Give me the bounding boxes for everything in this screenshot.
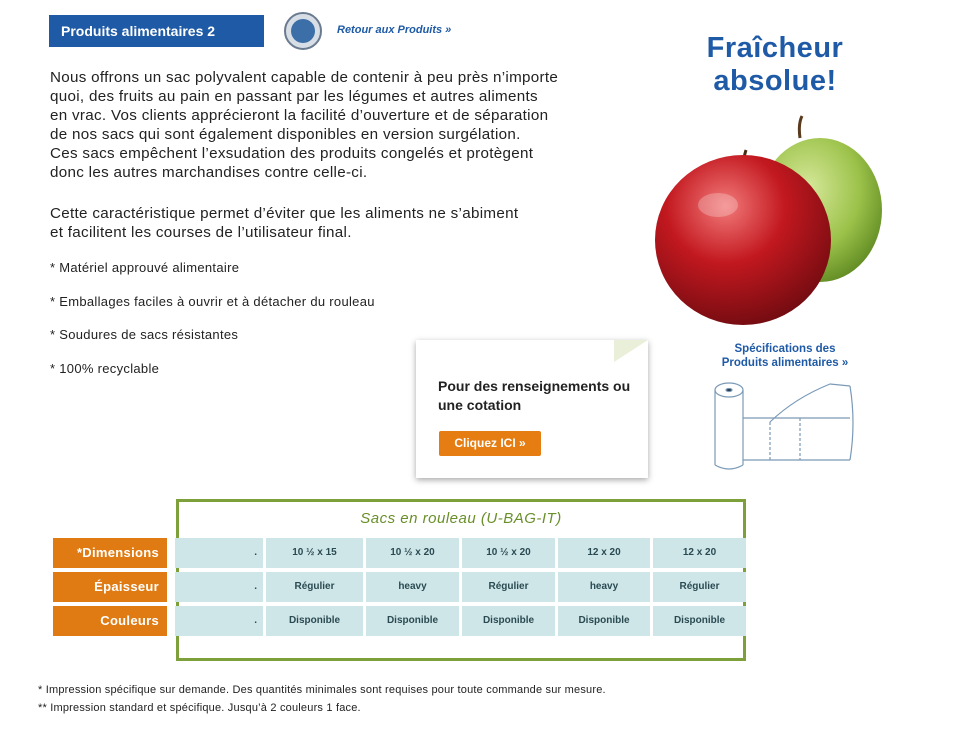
table-cell: Disponible — [653, 606, 746, 636]
row-label-thickness: Épaisseur — [53, 572, 167, 602]
row-label-colors: Couleurs — [53, 606, 167, 636]
footnote: ** Impression standard et spécifique. Jusqu’à 2 couleurs 1 face. — [38, 702, 361, 714]
click-here-button[interactable]: Cliquez ICI » — [439, 431, 541, 456]
intro-paragraph-2: Cette caractéristique permet d’éviter que les aliments ne s’abiment et facilitent les courses de l’utilisateur final. — [50, 205, 519, 241]
table-cell: 12 x 20 — [653, 538, 746, 568]
headline: Fraîcheur absolue! — [706, 32, 844, 97]
footnote: * Impression spécifique sur demande. Des quantités minimales sont requises pour toute commande sur mesure. — [38, 684, 606, 696]
table-cell: 10 ½ x 20 — [462, 538, 555, 568]
feature-item: * Matériel approuvé alimentaire — [50, 260, 240, 275]
intro-paragraph-1: Nous offrons un sac polyvalent capable de contenir à peu près n’importe quoi, des fruits au pain en passant par les légumes et autres aliments en vrac. Vos clients apprécieront la facilité d’ouverture et de séparation de nos sacs qui sont également disponibles en version surgélation. Ces sacs empêchent l’exsudation des produits congelés et protègent donc les autres marchandises contre celle-ci. — [50, 69, 559, 181]
page-title: Produits alimentaires 2 — [49, 15, 264, 47]
table-cell: . — [175, 538, 263, 568]
table-cell: heavy — [366, 572, 459, 602]
page-curl — [614, 340, 648, 362]
specifications-link-line1: Spécifications des — [734, 343, 836, 355]
feature-item: * 100% recyclable — [50, 361, 160, 376]
table-title: Sacs en rouleau (U-BAG-IT) — [360, 510, 562, 527]
feature-item: * Emballages faciles à ouvrir et à détacher du rouleau — [50, 294, 375, 309]
quote-card-text: Pour des renseignements ou une cotation — [438, 378, 631, 413]
table-cell: Disponible — [462, 606, 555, 636]
specifications-link[interactable] — [700, 342, 870, 370]
table-cell: . — [175, 572, 263, 602]
table-cell: Disponible — [558, 606, 650, 636]
feature-item: * Soudures de sacs résistantes — [50, 327, 239, 342]
table-cell: heavy — [558, 572, 650, 602]
table-cell: 12 x 20 — [558, 538, 650, 568]
table-cell: Régulier — [653, 572, 746, 602]
quote-card — [416, 340, 648, 478]
row-label-dimensions: *Dimensions — [53, 538, 167, 568]
apple-icon-inner — [291, 19, 315, 43]
apples-image — [650, 110, 890, 330]
table-cell: Disponible — [366, 606, 459, 636]
table-cell: 10 ½ x 15 — [266, 538, 363, 568]
table-cell: 10 ½ x 20 — [366, 538, 459, 568]
apple-icon[interactable] — [284, 12, 322, 50]
back-to-products-link[interactable]: Retour aux Produits » — [337, 24, 452, 36]
table-cell: Régulier — [462, 572, 555, 602]
specifications-link-line2: Produits alimentaires » — [721, 357, 849, 369]
table-cell: Disponible — [266, 606, 363, 636]
table-cell: . — [175, 606, 263, 636]
table-cell: Régulier — [266, 572, 363, 602]
bag-roll-image — [710, 378, 860, 478]
